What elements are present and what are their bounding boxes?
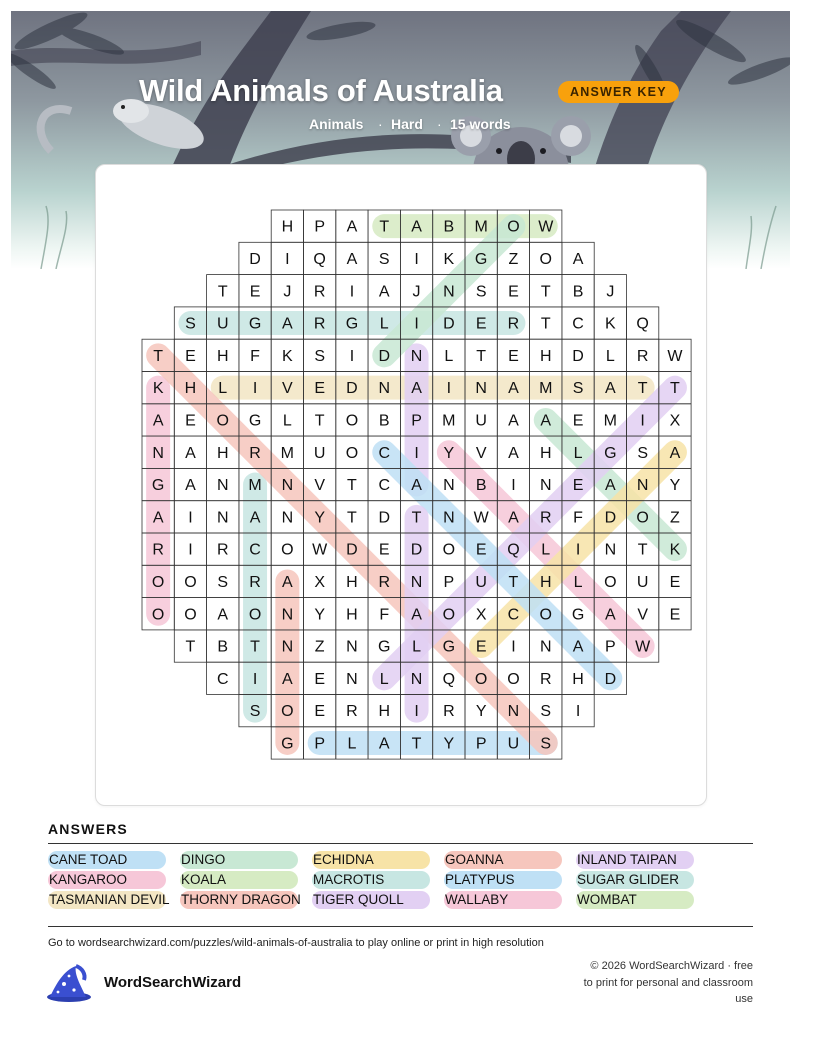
grid-letter: P xyxy=(411,412,422,430)
grid-letter: A xyxy=(249,509,261,527)
grid-letter: O xyxy=(184,606,197,624)
grid-letter: H xyxy=(572,670,584,688)
grid-letter: Z xyxy=(670,509,680,527)
grid-letter: O xyxy=(507,218,520,236)
grid-letter: R xyxy=(539,670,552,688)
grid-letter: E xyxy=(249,283,261,301)
grid-letter: T xyxy=(540,315,551,333)
grid-letter: A xyxy=(282,573,293,591)
grid-letter: A xyxy=(185,477,196,495)
grid-letter: Q xyxy=(507,541,520,559)
grid-letter: G xyxy=(378,638,391,656)
grid-letter: R xyxy=(539,509,552,527)
grid-letter: R xyxy=(346,703,358,721)
grid-letter: E xyxy=(475,315,487,333)
meta-separator: · xyxy=(378,116,383,132)
grid-letter: Y xyxy=(475,703,487,721)
grid-letter: T xyxy=(508,573,519,591)
grid-letter: J xyxy=(283,283,292,301)
grid-letter: T xyxy=(217,283,228,301)
grid-letter: J xyxy=(606,283,615,301)
grid-letter: H xyxy=(346,606,358,624)
grid-letter: Y xyxy=(669,477,681,495)
grid-letter: N xyxy=(281,509,294,527)
grid-letter: Q xyxy=(313,250,326,268)
grid-letter: K xyxy=(443,250,455,268)
grid-letter: I xyxy=(511,477,516,495)
grid-letter: G xyxy=(345,315,359,333)
grid-letter: L xyxy=(347,735,357,753)
grid-letter: U xyxy=(636,573,649,591)
grid-letter: I xyxy=(414,703,419,721)
grid-letter: L xyxy=(379,670,389,688)
grid-letter: L xyxy=(573,573,583,591)
grid-letter: Z xyxy=(508,250,519,268)
grid-letter: O xyxy=(442,606,456,624)
copyright-text: © 2026 WordSearchWizard · free to print for personal and classroom use xyxy=(583,960,753,1005)
grid-letter: N xyxy=(539,477,552,495)
grid-letter: Y xyxy=(314,606,325,624)
grid-letter: C xyxy=(249,541,261,559)
answer-word: WALLABY xyxy=(444,891,562,909)
grid-letter: H xyxy=(539,573,552,591)
grid-letter: U xyxy=(216,315,229,333)
grid-letter: A xyxy=(411,218,422,236)
grid-letter: R xyxy=(443,703,455,721)
grid-letter: S xyxy=(217,573,229,591)
grid-letter: H xyxy=(346,573,358,591)
grid-letter: M xyxy=(603,412,618,430)
grid-letter: N xyxy=(410,347,423,365)
grid-letter: B xyxy=(475,477,487,495)
grid-letter: A xyxy=(411,606,422,624)
grid-letter: W xyxy=(312,541,328,559)
grid-letter: Q xyxy=(636,315,649,333)
grid-letter: I xyxy=(349,347,355,365)
answer-word: GOANNA xyxy=(444,851,562,869)
grid-letter: A xyxy=(605,380,616,398)
grid-letter: P xyxy=(443,573,455,591)
grid-letter: O xyxy=(636,509,649,527)
grid-letter: I xyxy=(349,283,355,301)
grid-letter: A xyxy=(508,412,519,430)
grid-letter: E xyxy=(475,638,487,656)
grid-letter: Q xyxy=(442,670,456,688)
grid-letter: D xyxy=(378,509,391,527)
grid-letter: G xyxy=(248,315,262,333)
grid-letter: D xyxy=(249,250,261,268)
grid-letter: G xyxy=(474,250,488,268)
grid-letter: L xyxy=(412,638,422,656)
grid-letter: N xyxy=(281,638,294,656)
grid-letter: H xyxy=(281,218,294,236)
grid-letter: L xyxy=(605,347,615,365)
grid-letter: T xyxy=(314,412,325,430)
grid-letter: M xyxy=(248,477,262,495)
grid-letter: V xyxy=(282,380,293,398)
answer-word: KANGAROO xyxy=(48,871,166,889)
grid-letter: S xyxy=(475,283,487,301)
grid-letter: O xyxy=(345,444,359,462)
grid-letter: O xyxy=(184,573,197,591)
grid-letter: A xyxy=(508,380,519,398)
grid-letter: A xyxy=(185,444,196,462)
wizard-hat-icon xyxy=(46,964,92,1009)
grid-letter: A xyxy=(411,477,422,495)
grid-letter: I xyxy=(511,638,516,656)
grid-letter: S xyxy=(572,380,584,398)
grid-letter: E xyxy=(669,606,681,624)
category-label: Animals xyxy=(309,116,364,132)
grid-letter: D xyxy=(604,509,617,527)
grid-letter: E xyxy=(314,670,325,688)
grid-letter: B xyxy=(217,638,229,656)
grid-letter: O xyxy=(345,412,359,430)
footer-url-text: Go to wordsearchwizard.com/puzzles/wild-animals-of-australia to play online or print in high resolution xyxy=(48,937,544,949)
grid-letter: U xyxy=(507,735,520,753)
grid-letter: F xyxy=(250,347,260,365)
grid-letter: H xyxy=(378,703,391,721)
grid-letter: A xyxy=(282,670,293,688)
grid-letter: S xyxy=(314,347,325,365)
grid-letter: A xyxy=(282,315,293,333)
grid-letter: N xyxy=(636,477,649,495)
answer-word: TIGER QUOLL xyxy=(312,891,430,909)
grid-letter: E xyxy=(572,477,584,495)
grid-letter: N xyxy=(346,670,358,688)
grid-letter: O xyxy=(281,541,294,559)
grid-letter: P xyxy=(475,735,487,753)
grid-letter: A xyxy=(605,477,616,495)
answer-word: DINGO xyxy=(180,851,298,869)
grid-letter: E xyxy=(185,347,196,365)
grid-letter: A xyxy=(411,380,422,398)
grid-letter: G xyxy=(442,638,456,656)
grid-letter: G xyxy=(571,606,585,624)
grid-letter: O xyxy=(442,541,456,559)
grid-letter: Y xyxy=(443,735,455,753)
grid-letter: N xyxy=(216,477,229,495)
grid-letter: S xyxy=(378,250,390,268)
grid-letter: C xyxy=(378,477,391,495)
grid-letter: I xyxy=(414,250,419,268)
grid-letter: W xyxy=(473,509,489,527)
answer-word: THORNY DRAGON xyxy=(181,892,301,907)
brand-name: WordSearchWizard xyxy=(104,974,242,991)
grid-letter: N xyxy=(378,380,391,398)
grid-letter: G xyxy=(151,477,165,495)
grid-letter: R xyxy=(249,573,261,591)
grid-letter: K xyxy=(282,347,293,365)
grid-letter: N xyxy=(281,477,294,495)
grid-letter: M xyxy=(280,444,295,462)
grid-letter: T xyxy=(379,218,390,236)
grid-letter: O xyxy=(507,670,520,688)
grid-letter: L xyxy=(541,541,551,559)
grid-letter: U xyxy=(313,444,326,462)
grid-letter: A xyxy=(152,509,164,527)
grid-letter: N xyxy=(410,670,423,688)
grid-letter: T xyxy=(153,347,164,365)
grid-letter: H xyxy=(216,444,229,462)
grid-letter: D xyxy=(410,541,423,559)
grid-letter: I xyxy=(640,412,645,430)
grid-letter: H xyxy=(539,444,552,462)
grid-letter: D xyxy=(378,347,391,365)
answer-word: CANE TOAD xyxy=(48,851,166,869)
grid-letter: T xyxy=(411,509,422,527)
grid-letter: B xyxy=(572,283,584,301)
word-count-label: 15 words xyxy=(450,116,511,132)
grid-letter: N xyxy=(152,444,164,462)
grid-letter: P xyxy=(605,638,616,656)
grid-letter: T xyxy=(185,638,196,656)
grid-letter: T xyxy=(347,509,357,527)
grid-letter: A xyxy=(669,444,681,462)
grid-letter: M xyxy=(539,380,553,398)
grid-letter: L xyxy=(379,315,389,333)
grid-letter: W xyxy=(538,218,554,236)
grid-letter: R xyxy=(378,573,391,591)
page-title: Wild Animals of Australia xyxy=(139,73,503,108)
grid-letter: C xyxy=(378,444,391,462)
grid-letter: I xyxy=(414,444,419,462)
grid-letter: G xyxy=(604,444,617,462)
grid-letter: U xyxy=(475,412,487,430)
grid-letter: E xyxy=(572,412,584,430)
grid-letter: N xyxy=(443,283,455,301)
grid-letter: L xyxy=(444,347,454,365)
grid-letter: S xyxy=(249,703,261,721)
grid-letter: T xyxy=(250,638,260,656)
grid-letter: H xyxy=(216,347,229,365)
grid-letter: F xyxy=(379,606,390,624)
grid-letter: D xyxy=(346,541,358,559)
grid-letter: G xyxy=(281,735,294,753)
grid-letter: S xyxy=(185,315,196,333)
grid-letter: T xyxy=(411,735,422,753)
grid-letter: E xyxy=(669,573,681,591)
grid-letter: B xyxy=(443,218,455,236)
grid-letter: A xyxy=(508,444,519,462)
grid-letter: A xyxy=(540,412,552,430)
grid-letter: S xyxy=(637,444,648,462)
grid-letter: O xyxy=(604,573,617,591)
grid-letter: T xyxy=(637,380,648,398)
grid-letter: R xyxy=(249,444,261,462)
grid-letter: A xyxy=(605,606,616,624)
grid-letter: E xyxy=(508,283,519,301)
grid-letter: R xyxy=(216,541,229,559)
grid-letter: E xyxy=(314,703,325,721)
grid-letter: G xyxy=(248,412,262,430)
grid-letter: W xyxy=(667,347,683,365)
grid-letter: I xyxy=(285,250,290,268)
grid-letter: N xyxy=(443,477,455,495)
answer-word: ECHIDNA xyxy=(312,851,430,869)
grid-letter: R xyxy=(313,283,326,301)
grid-letter: R xyxy=(313,315,326,333)
grid-letter: Y xyxy=(443,444,455,462)
grid-letter: I xyxy=(575,703,581,721)
grid-letter: N xyxy=(410,573,423,591)
grid-letter: Z xyxy=(314,638,325,656)
grid-letter: C xyxy=(507,606,520,624)
grid-letter: N xyxy=(443,509,455,527)
grid-letter: I xyxy=(188,541,193,559)
answers-heading: ANSWERS xyxy=(48,821,128,837)
grid-letter: A xyxy=(572,250,584,268)
grid-letter: X xyxy=(475,606,487,624)
grid-letter: D xyxy=(572,347,584,365)
grid-letter: O xyxy=(248,606,262,624)
grid-letter: R xyxy=(507,315,520,333)
grid-letter: A xyxy=(572,638,584,656)
grid-letter: L xyxy=(282,412,292,430)
answer-word: TASMANIAN DEVIL xyxy=(49,892,170,907)
grid-letter: V xyxy=(637,606,648,624)
grid-letter: A xyxy=(378,283,390,301)
answers-divider xyxy=(48,843,753,844)
grid-letter: S xyxy=(540,735,552,753)
grid-letter: H xyxy=(184,380,197,398)
grid-letter: X xyxy=(314,573,325,591)
grid-letter: Y xyxy=(314,509,325,527)
grid-letter: N xyxy=(539,638,552,656)
answer-word: WOMBAT xyxy=(576,891,694,909)
grid-letter: X xyxy=(669,412,681,430)
difficulty-label: Hard xyxy=(391,116,423,132)
grid-letter: N xyxy=(475,380,487,398)
grid-letter: B xyxy=(378,412,390,430)
grid-letter: D xyxy=(443,315,455,333)
grid-letter: I xyxy=(188,509,193,527)
grid-letter: T xyxy=(540,283,551,301)
grid-letter: T xyxy=(670,380,680,398)
grid-letter: D xyxy=(346,380,358,398)
grid-letter: O xyxy=(474,670,488,688)
answer-key-badge: ANSWER KEY xyxy=(558,81,679,103)
grid-letter: M xyxy=(474,218,488,236)
grid-letter: A xyxy=(152,412,164,430)
answer-word: KOALA xyxy=(180,871,298,889)
grid-letter: L xyxy=(573,444,583,462)
grid-letter: M xyxy=(442,412,456,430)
grid-letter: P xyxy=(314,218,325,236)
grid-letter: N xyxy=(281,606,294,624)
grid-letter: T xyxy=(347,477,357,495)
grid-letter: A xyxy=(508,509,519,527)
grid-letter: C xyxy=(216,670,229,688)
grid-letter: N xyxy=(346,638,358,656)
grid-letter: I xyxy=(446,380,452,398)
grid-letter: T xyxy=(637,541,648,559)
grid-letter: O xyxy=(281,703,294,721)
grid-letter: O xyxy=(151,606,165,624)
grid-letter: C xyxy=(572,315,584,333)
grid-letter: F xyxy=(573,509,583,527)
grid-letter: N xyxy=(216,509,229,527)
answer-word: SUGAR GLIDER xyxy=(576,871,694,889)
grid-letter: K xyxy=(669,541,681,559)
answer-word: INLAND TAIPAN xyxy=(576,851,694,869)
grid-letter: S xyxy=(540,703,552,721)
grid-letter: A xyxy=(217,606,229,624)
grid-letter: R xyxy=(636,347,649,365)
grid-letter: I xyxy=(575,541,581,559)
grid-letter: A xyxy=(378,735,390,753)
grid-letter: O xyxy=(216,412,229,430)
grid-letter: U xyxy=(475,573,487,591)
footer-divider xyxy=(48,926,753,927)
grid-letter: I xyxy=(252,380,258,398)
grid-letter: I xyxy=(414,315,419,333)
grid-letter: T xyxy=(476,347,487,365)
grid-letter: O xyxy=(539,250,552,268)
meta-separator: · xyxy=(437,116,442,132)
grid-letter: E xyxy=(508,347,519,365)
grid-letter: L xyxy=(218,380,228,398)
grid-letter: I xyxy=(252,670,258,688)
grid-letter: E xyxy=(185,412,196,430)
grid-letter: D xyxy=(604,670,617,688)
grid-letter: A xyxy=(346,250,358,268)
grid-letter: R xyxy=(152,541,164,559)
answer-word: PLATYPUS xyxy=(444,871,562,889)
grid-letter: K xyxy=(605,315,616,333)
grid-letter: V xyxy=(475,444,487,462)
grid-letter: O xyxy=(539,606,552,624)
grid-letter: P xyxy=(314,735,325,753)
grid-letter: H xyxy=(539,347,552,365)
grid-letter: K xyxy=(152,380,164,398)
grid-letter: E xyxy=(378,541,390,559)
grid-letter: E xyxy=(475,541,487,559)
grid-letter: A xyxy=(346,218,358,236)
grid-letter: N xyxy=(604,541,617,559)
grid-letter: V xyxy=(314,477,325,495)
grid-letter: J xyxy=(412,283,421,301)
answer-word: MACROTIS xyxy=(312,871,430,889)
grid-letter: O xyxy=(151,573,165,591)
grid-letter: W xyxy=(635,638,651,656)
grid-letter: N xyxy=(507,703,520,721)
grid-letter: E xyxy=(314,380,325,398)
